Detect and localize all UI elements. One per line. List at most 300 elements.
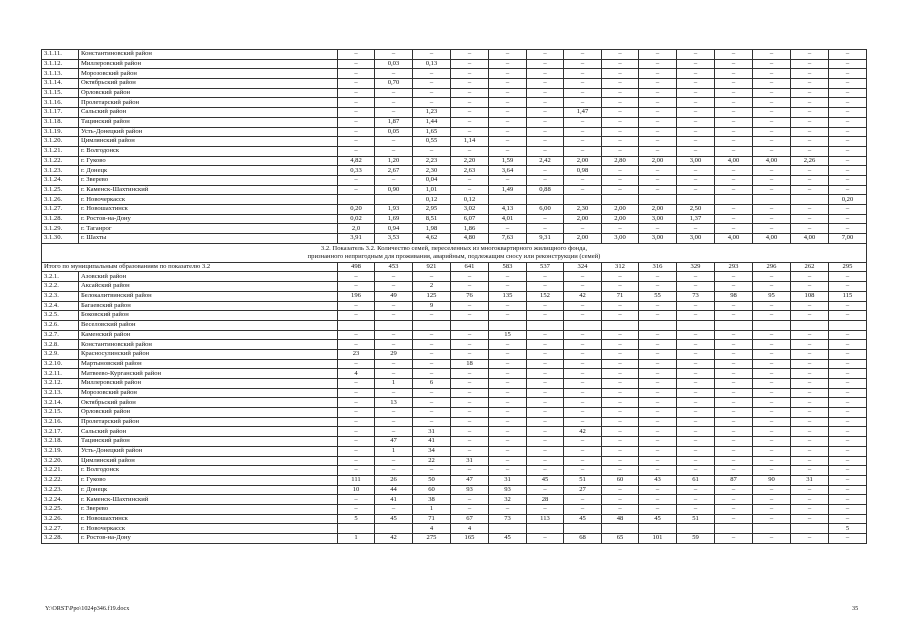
value-cell: 1,47 [564, 108, 602, 118]
value-cell: – [639, 185, 677, 195]
value-cell: 1,14 [451, 137, 489, 147]
value-cell: – [677, 137, 715, 147]
value-cell: – [677, 408, 715, 418]
value-cell: 95 [753, 291, 791, 301]
value-cell: – [639, 311, 677, 321]
row-number: 3.1.22. [42, 156, 79, 166]
value-cell: – [338, 466, 375, 476]
value-cell: – [715, 398, 753, 408]
row-name: Сальский район [79, 108, 338, 118]
value-cell: 1 [338, 534, 375, 544]
table-row [42, 175, 867, 185]
value-cell: – [715, 127, 753, 137]
table-row [42, 117, 867, 127]
row-number: 3.1.28. [42, 214, 79, 224]
value-cell: 98 [715, 291, 753, 301]
row-number: 3.1.11. [42, 50, 79, 60]
value-cell: – [715, 166, 753, 176]
value-cell: 60 [602, 475, 639, 485]
value-cell: – [602, 108, 639, 118]
value-cell: – [564, 311, 602, 321]
value-cell: – [564, 359, 602, 369]
value-cell: – [602, 272, 639, 282]
value-cell: – [791, 146, 829, 156]
value-cell: – [753, 504, 791, 514]
value-cell: – [489, 50, 527, 60]
value-cell: 196 [338, 291, 375, 301]
value-cell: – [338, 330, 375, 340]
total-row-group [42, 262, 867, 272]
value-cell: – [527, 340, 564, 350]
value-cell: 0,20 [829, 195, 867, 205]
value-cell: – [791, 388, 829, 398]
value-cell: – [489, 175, 527, 185]
value-cell: – [791, 175, 829, 185]
value-cell: – [527, 485, 564, 495]
row-name: Азовский район [79, 272, 338, 282]
value-cell: 1,59 [489, 156, 527, 166]
total-value-cell: 583 [489, 262, 527, 272]
value-cell: – [791, 224, 829, 234]
value-cell: – [677, 69, 715, 79]
value-cell: 2,95 [413, 205, 451, 215]
value-cell: – [527, 359, 564, 369]
value-cell: – [489, 456, 527, 466]
value-cell: 0,12 [413, 195, 451, 205]
value-cell: 1 [375, 379, 413, 389]
value-cell: – [639, 98, 677, 108]
value-cell: – [829, 175, 867, 185]
table-row [42, 137, 867, 147]
value-cell: – [527, 504, 564, 514]
value-cell: 101 [639, 534, 677, 544]
value-cell: – [527, 466, 564, 476]
value-cell: 2,26 [791, 156, 829, 166]
value-cell: – [791, 437, 829, 447]
value-cell: – [753, 495, 791, 505]
row-number: 3.2.17. [42, 427, 79, 437]
value-cell [564, 524, 602, 534]
value-cell [527, 320, 564, 330]
value-cell: – [527, 214, 564, 224]
value-cell: 48 [602, 514, 639, 524]
value-cell: – [451, 311, 489, 321]
value-cell: 4,00 [753, 156, 791, 166]
value-cell: – [791, 427, 829, 437]
row-name: г. Таганрог [79, 224, 338, 234]
value-cell [489, 195, 527, 205]
value-cell: – [639, 224, 677, 234]
value-cell: – [602, 127, 639, 137]
value-cell: – [489, 398, 527, 408]
value-cell: – [829, 166, 867, 176]
value-cell: 0,88 [527, 185, 564, 195]
value-cell: 2,00 [602, 205, 639, 215]
row-number: 3.1.15. [42, 88, 79, 98]
value-cell: – [602, 282, 639, 292]
row-name: г. Гуково [79, 475, 338, 485]
value-cell: 2,42 [527, 156, 564, 166]
value-cell: – [489, 137, 527, 147]
value-cell [602, 320, 639, 330]
value-cell: 2,67 [375, 166, 413, 176]
row-number: 3.2.2. [42, 282, 79, 292]
value-cell: – [527, 59, 564, 69]
value-cell: 3,00 [639, 214, 677, 224]
value-cell: – [338, 137, 375, 147]
value-cell: – [753, 514, 791, 524]
value-cell: – [829, 466, 867, 476]
total-value-cell: 293 [715, 262, 753, 272]
value-cell: – [715, 504, 753, 514]
value-cell: – [564, 185, 602, 195]
value-cell: 43 [639, 475, 677, 485]
value-cell [677, 195, 715, 205]
value-cell: 42 [564, 291, 602, 301]
value-cell: – [489, 88, 527, 98]
value-cell: – [791, 349, 829, 359]
value-cell: – [527, 456, 564, 466]
row-name: Аксайский район [79, 282, 338, 292]
value-cell: 0,33 [338, 166, 375, 176]
value-cell: – [791, 282, 829, 292]
value-cell [753, 524, 791, 534]
value-cell [639, 524, 677, 534]
value-cell: 51 [677, 514, 715, 524]
value-cell: – [639, 466, 677, 476]
value-cell: – [677, 427, 715, 437]
value-cell: 0,05 [375, 127, 413, 137]
value-cell: – [489, 466, 527, 476]
value-cell: – [527, 166, 564, 176]
value-cell: 4 [338, 369, 375, 379]
row-name: Красносулинский район [79, 349, 338, 359]
row-name: Морозовский район [79, 69, 338, 79]
value-cell: 71 [602, 291, 639, 301]
value-cell: – [677, 398, 715, 408]
value-cell: – [564, 137, 602, 147]
value-cell: – [489, 427, 527, 437]
total-value-cell: 329 [677, 262, 715, 272]
value-cell: 6,07 [451, 214, 489, 224]
table-row [42, 311, 867, 321]
value-cell: 0,12 [451, 195, 489, 205]
value-cell: 6 [413, 379, 451, 389]
value-cell: – [338, 495, 375, 505]
value-cell: – [489, 301, 527, 311]
table-row [42, 69, 867, 79]
value-cell: – [829, 301, 867, 311]
value-cell: 22 [413, 456, 451, 466]
value-cell: – [791, 205, 829, 215]
value-cell: – [753, 175, 791, 185]
row-name: г. Донецк [79, 485, 338, 495]
value-cell: – [753, 205, 791, 215]
value-cell: – [375, 466, 413, 476]
value-cell: – [639, 59, 677, 69]
value-cell: 6,00 [527, 205, 564, 215]
value-cell: – [677, 282, 715, 292]
value-cell: – [602, 175, 639, 185]
value-cell: – [715, 495, 753, 505]
value-cell: 135 [489, 291, 527, 301]
value-cell: – [829, 98, 867, 108]
value-cell: 45 [375, 514, 413, 524]
value-cell: – [791, 340, 829, 350]
table-row [42, 340, 867, 350]
value-cell: – [715, 379, 753, 389]
value-cell: – [564, 379, 602, 389]
value-cell: – [715, 446, 753, 456]
row-name: Тацинский район [79, 437, 338, 447]
total-value-cell: 641 [451, 262, 489, 272]
row-number: 3.1.23. [42, 166, 79, 176]
value-cell: – [451, 79, 489, 89]
row-name: Константиновский район [79, 340, 338, 350]
value-cell: 1,49 [489, 185, 527, 195]
value-cell: – [451, 369, 489, 379]
value-cell: 4,00 [791, 234, 829, 244]
total-value-cell: 498 [338, 262, 375, 272]
value-cell [489, 524, 527, 534]
value-cell: – [715, 185, 753, 195]
row-name: г. Новошахтинск [79, 514, 338, 524]
value-cell: – [829, 398, 867, 408]
value-cell: – [639, 282, 677, 292]
table-row [42, 224, 867, 234]
value-cell: – [791, 127, 829, 137]
value-cell: – [564, 175, 602, 185]
value-cell: – [602, 408, 639, 418]
value-cell: – [375, 146, 413, 156]
value-cell: – [677, 446, 715, 456]
value-cell: – [639, 340, 677, 350]
row-number: 3.2.11. [42, 369, 79, 379]
value-cell: – [451, 108, 489, 118]
value-cell: – [564, 504, 602, 514]
value-cell: – [451, 50, 489, 60]
value-cell: 5 [829, 524, 867, 534]
value-cell: – [715, 369, 753, 379]
value-cell: – [677, 379, 715, 389]
table-row [42, 495, 867, 505]
table-row [42, 446, 867, 456]
value-cell: 1 [375, 446, 413, 456]
value-cell: – [753, 98, 791, 108]
table-row [42, 456, 867, 466]
value-cell: – [413, 69, 451, 79]
value-cell: – [829, 127, 867, 137]
value-cell: – [639, 369, 677, 379]
value-cell: – [753, 146, 791, 156]
value-cell: – [413, 398, 451, 408]
total-value-cell: 537 [527, 262, 564, 272]
value-cell: – [602, 398, 639, 408]
value-cell: – [677, 50, 715, 60]
value-cell: – [602, 146, 639, 156]
value-cell: – [602, 437, 639, 447]
value-cell: – [489, 282, 527, 292]
value-cell [602, 195, 639, 205]
value-cell: – [677, 79, 715, 89]
value-cell: 45 [639, 514, 677, 524]
value-cell: – [677, 330, 715, 340]
value-cell: – [451, 117, 489, 127]
row-number: 3.2.10. [42, 359, 79, 369]
value-cell: – [564, 330, 602, 340]
value-cell: – [753, 137, 791, 147]
value-cell: 2,00 [602, 214, 639, 224]
value-cell: 1,69 [375, 214, 413, 224]
row-number: 3.1.25. [42, 185, 79, 195]
value-cell: – [791, 59, 829, 69]
value-cell: – [715, 417, 753, 427]
value-cell: – [715, 330, 753, 340]
value-cell: – [715, 534, 753, 544]
value-cell: – [564, 408, 602, 418]
row-name: г. Гуково [79, 156, 338, 166]
table-row [42, 166, 867, 176]
value-cell: 4,13 [489, 205, 527, 215]
value-cell: – [527, 301, 564, 311]
row-name: Константиновский район [79, 50, 338, 60]
value-cell: 38 [413, 495, 451, 505]
table-row [42, 466, 867, 476]
value-cell: – [602, 301, 639, 311]
value-cell: – [753, 437, 791, 447]
value-cell: 4,00 [715, 234, 753, 244]
value-cell: 31 [489, 475, 527, 485]
value-cell: – [489, 146, 527, 156]
value-cell: – [829, 514, 867, 524]
row-number: 3.2.14. [42, 398, 79, 408]
value-cell: – [639, 88, 677, 98]
row-number: 3.2.7. [42, 330, 79, 340]
value-cell: 1,44 [413, 117, 451, 127]
row-name: г. Каменск-Шахтинский [79, 495, 338, 505]
value-cell [338, 524, 375, 534]
row-number: 3.2.20. [42, 456, 79, 466]
value-cell: – [715, 388, 753, 398]
value-cell [375, 195, 413, 205]
value-cell: 3,00 [602, 234, 639, 244]
row-number: 3.1.19. [42, 127, 79, 137]
value-cell: – [338, 379, 375, 389]
value-cell: – [639, 359, 677, 369]
value-cell: – [375, 69, 413, 79]
value-cell: – [677, 175, 715, 185]
value-cell: – [527, 88, 564, 98]
value-cell: – [564, 456, 602, 466]
row-number: 3.2.13. [42, 388, 79, 398]
value-cell [791, 524, 829, 534]
value-cell: 113 [527, 514, 564, 524]
row-name: Белокалитвинский район [79, 291, 338, 301]
value-cell: – [527, 69, 564, 79]
value-cell: – [639, 127, 677, 137]
value-cell: – [338, 388, 375, 398]
row-number: 3.1.17. [42, 108, 79, 118]
row-number: 3.1.12. [42, 59, 79, 69]
value-cell: – [639, 69, 677, 79]
value-cell: – [829, 224, 867, 234]
value-cell: – [639, 437, 677, 447]
value-cell: – [489, 311, 527, 321]
value-cell: 3,02 [451, 205, 489, 215]
value-cell: – [639, 417, 677, 427]
table-row [42, 485, 867, 495]
value-cell: – [564, 69, 602, 79]
value-cell: – [639, 495, 677, 505]
value-cell: – [564, 398, 602, 408]
value-cell: 59 [677, 534, 715, 544]
value-cell: – [677, 340, 715, 350]
value-cell: – [338, 108, 375, 118]
value-cell: – [527, 379, 564, 389]
value-cell: – [489, 59, 527, 69]
value-cell: – [829, 475, 867, 485]
value-cell: – [791, 98, 829, 108]
value-cell: – [791, 534, 829, 544]
value-cell: – [602, 495, 639, 505]
value-cell: – [715, 224, 753, 234]
value-cell: – [677, 456, 715, 466]
value-cell: – [489, 359, 527, 369]
total-value-cell: 921 [413, 262, 451, 272]
value-cell: – [639, 146, 677, 156]
row-number: 3.2.6. [42, 320, 79, 330]
value-cell: – [602, 311, 639, 321]
total-label: Итого по муниципальным образованиям по показателю 3.2 [42, 262, 338, 272]
value-cell: – [791, 137, 829, 147]
value-cell: – [338, 98, 375, 108]
table-row [42, 398, 867, 408]
value-cell: – [715, 69, 753, 79]
row-number: 3.2.23. [42, 485, 79, 495]
value-cell: – [564, 98, 602, 108]
value-cell: – [715, 466, 753, 476]
value-cell: – [753, 388, 791, 398]
value-cell: 87 [715, 475, 753, 485]
row-name: Миллеровский район [79, 59, 338, 69]
value-cell: – [527, 50, 564, 60]
table-row [42, 417, 867, 427]
value-cell: 3,53 [375, 234, 413, 244]
value-cell: 28 [527, 495, 564, 505]
value-cell: – [677, 117, 715, 127]
page-number: 35 [852, 605, 859, 612]
value-cell: – [602, 388, 639, 398]
value-cell: – [375, 108, 413, 118]
value-cell: 1,65 [413, 127, 451, 137]
row-name: Октябрьский район [79, 398, 338, 408]
value-cell: – [375, 88, 413, 98]
value-cell: – [677, 495, 715, 505]
value-cell: 0,55 [413, 137, 451, 147]
value-cell: – [527, 175, 564, 185]
table-row [42, 359, 867, 369]
value-cell [753, 195, 791, 205]
value-cell: – [489, 379, 527, 389]
value-cell: – [413, 50, 451, 60]
value-cell: 73 [489, 514, 527, 524]
value-cell: – [602, 185, 639, 195]
total-value-cell: 453 [375, 262, 413, 272]
value-cell: – [639, 175, 677, 185]
value-cell: – [677, 127, 715, 137]
table-row [42, 514, 867, 524]
value-cell: – [753, 117, 791, 127]
